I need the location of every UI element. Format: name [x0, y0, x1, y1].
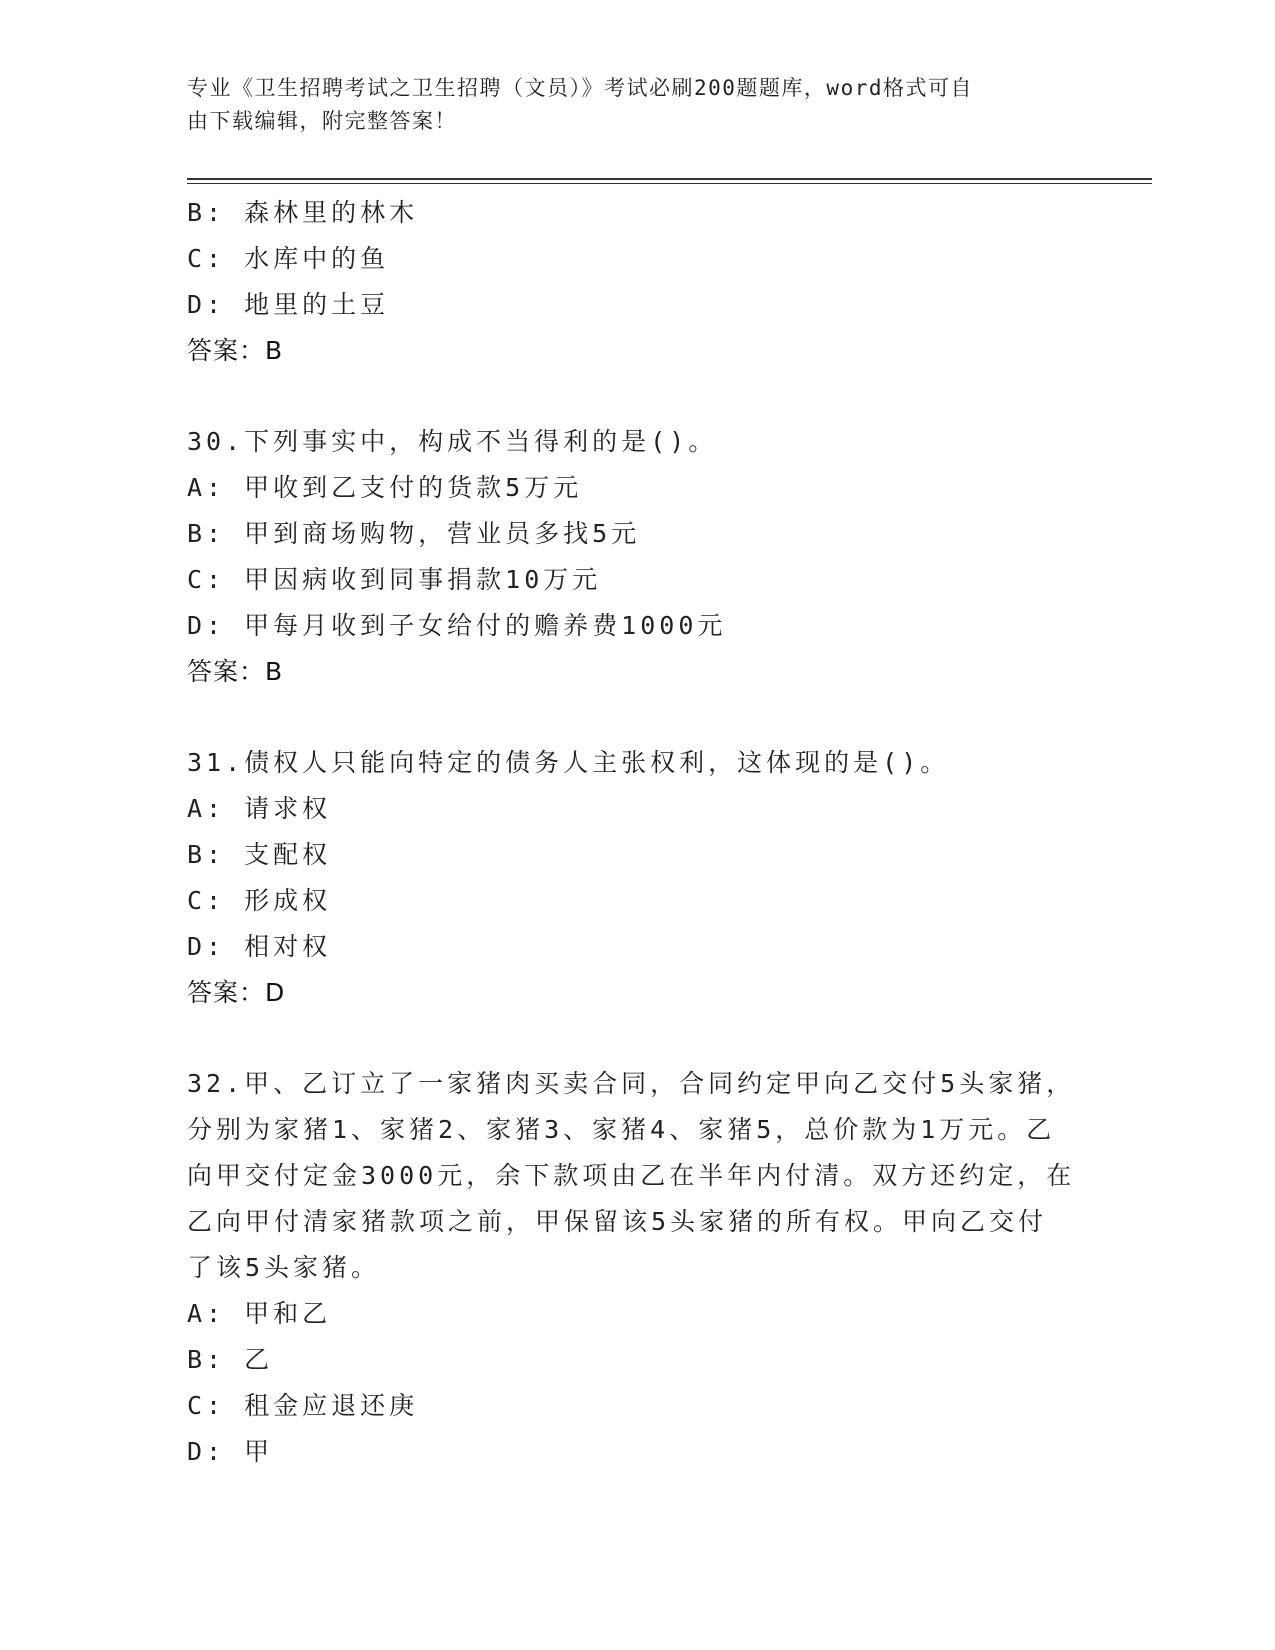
question-30	[187, 419, 1087, 695]
question-stem-line: 分别为家猪1、家猪2、家猪3、家猪4、家猪5，总价款为1万元。乙	[187, 1115, 1056, 1144]
question-content	[187, 190, 1087, 1475]
option-b: B: 森林里的林木	[187, 198, 419, 227]
header-rule-thick	[187, 178, 1152, 180]
option-d: D: 甲每月收到子女给付的赡养费1000元	[187, 611, 727, 640]
question-29-tail	[187, 190, 1087, 374]
option-b: B: 支配权	[187, 840, 332, 869]
header-line-1: 专业《卫生招聘考试之卫生招聘（文员）》考试必刷200题题库，word格式可自	[187, 76, 973, 100]
option-d: D: 相对权	[187, 932, 332, 961]
answer-line: 答案：B	[187, 657, 284, 686]
header-line-2: 由下载编辑，附完整答案！	[187, 109, 457, 133]
question-32	[187, 1061, 1087, 1475]
option-b: B: 乙	[187, 1345, 274, 1374]
option-d: D: 甲	[187, 1437, 274, 1466]
option-a: A: 请求权	[187, 794, 332, 823]
document-header	[187, 72, 1087, 138]
question-31	[187, 740, 1087, 1016]
header-rule-thin	[187, 183, 1152, 184]
option-c: C: 形成权	[187, 886, 332, 915]
option-b: B: 甲到商场购物，营业员多找5元	[187, 519, 641, 548]
option-d: D: 地里的土豆	[187, 290, 390, 319]
option-c: C: 甲因病收到同事捐款10万元	[187, 565, 602, 594]
question-stem: 30.下列事实中，构成不当得利的是()。	[187, 427, 718, 456]
question-stem-line: 乙向甲付清家猪款项之前，甲保留该5头家猪的所有权。甲向乙交付	[187, 1207, 1048, 1236]
answer-line: 答案：B	[187, 336, 284, 365]
option-a: A: 甲收到乙支付的货款5万元	[187, 473, 583, 502]
question-stem-line: 32.甲、乙订立了一家猪肉买卖合同，合同约定甲向乙交付5头家猪，	[187, 1069, 1076, 1098]
option-a: A: 甲和乙	[187, 1299, 332, 1328]
answer-line: 答案：D	[187, 978, 286, 1007]
question-stem-line: 向甲交付定金3000元，余下款项由乙在半年内付清。双方还约定，在	[187, 1161, 1076, 1190]
option-c: C: 租金应退还庚	[187, 1391, 419, 1420]
question-stem-line: 了该5头家猪。	[187, 1253, 381, 1282]
option-c: C: 水库中的鱼	[187, 244, 390, 273]
question-stem: 31.债权人只能向特定的债务人主张权利，这体现的是()。	[187, 748, 950, 777]
